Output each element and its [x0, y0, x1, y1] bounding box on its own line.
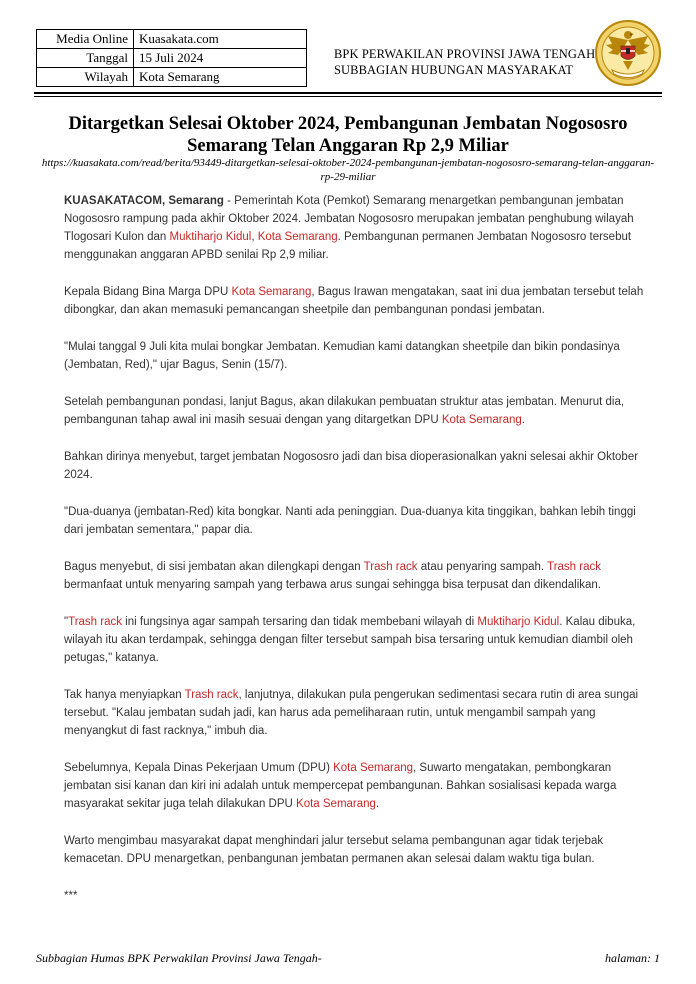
keyword-tag-link[interactable]: Muktiharjo Kidul — [477, 616, 560, 628]
article-paragraph — [64, 192, 644, 264]
keyword-tag-link[interactable]: Kota Semarang — [231, 286, 312, 298]
paragraph-text: Bahkan dirinya menyebut, target jembatan Nogososro jadi dan bisa dioperasionalkan yakni selesai akhir Oktober 2024. — [64, 451, 639, 481]
article-paragraph — [64, 759, 644, 813]
media-info-key: Wilayah — [37, 68, 134, 87]
paragraph-text: . — [375, 798, 380, 810]
media-info-value: 15 Juli 2024 — [134, 49, 307, 68]
footer-division: Subbagian Humas BPK Perwakilan Provinsi Jawa Tengah- — [36, 951, 322, 965]
paragraph-text: Kepala Bidang Bina Marga DPU — [64, 286, 232, 298]
paragraph-text: . Kalau dibuka, wilayah itu akan terdampak, sehingga dengan filter tersebut sampah bisa tersaring untuk kemudian diambil oleh petugas," katanya. — [64, 616, 636, 664]
keyword-tag-link[interactable]: Muktiharjo Kidul — [169, 231, 252, 243]
article-paragraph — [64, 448, 644, 484]
keyword-tag-link[interactable]: Kota Semarang — [257, 231, 338, 243]
article-paragraph — [64, 503, 644, 539]
article-paragraph — [64, 686, 644, 740]
article-paragraph — [64, 613, 644, 667]
paragraph-text: Sebelumnya, Kepala Dinas Pekerjaan Umum (DPU) — [64, 762, 334, 774]
paragraph-text: , — [251, 231, 258, 243]
media-info-key: Tanggal — [37, 49, 134, 68]
keyword-tag-link[interactable]: Trash rack — [363, 561, 418, 573]
article-body — [64, 192, 644, 924]
article-paragraph — [64, 283, 644, 319]
paragraph-text: bermanfaat untuk menyaring sampah yang terbawa arus sungai sehingga bisa terpusat dan dikendalikan. — [64, 579, 602, 591]
article-paragraph — [64, 393, 644, 429]
paragraph-text: Tak hanya menyiapkan — [64, 689, 185, 701]
keyword-tag-link[interactable]: Kota Semarang — [333, 762, 414, 774]
page-number: halaman: 1 — [605, 951, 660, 965]
article-end-marker: *** — [64, 890, 78, 902]
article-paragraph — [64, 338, 644, 374]
paragraph-text: Bagus menyebut, di sisi jembatan akan dilengkapi dengan — [64, 561, 364, 573]
article-paragraph — [64, 832, 644, 868]
paragraph-text: "Mulai tanggal 9 Juli kita mulai bongkar Jembatan. Kemudian kami datangkan sheetpile dan bikin pondasinya (Jembatan, Red)," ujar Bagus, Senin (15/7). — [64, 341, 620, 371]
media-info-row — [37, 49, 307, 68]
keyword-tag-link[interactable]: Kota Semarang — [441, 414, 522, 426]
dateline: KUASAKATACOM, Semarang — [64, 195, 224, 207]
paragraph-text: " — [64, 616, 69, 628]
media-info-key: Media Online — [37, 30, 134, 49]
paragraph-text: atau penyaring sampah. — [417, 561, 548, 573]
media-info-row — [37, 30, 307, 49]
paragraph-text: . — [521, 414, 525, 426]
keyword-tag-link[interactable]: Kota Semarang — [296, 798, 376, 810]
keyword-tag-link[interactable]: Trash rack — [184, 689, 239, 701]
agency-heading — [334, 46, 595, 78]
paragraph-text: Warto mengimbau masyarakat dapat menghindari jalur tersebut selama pembangunan agar tidak terjebak kemacetan. DPU menargetkan, penbangunan jembatan permanen akan selesai dalam waktu tiga bulan. — [64, 835, 604, 865]
paragraph-text: - Pemerintah Kota (Pemkot) Semarang menargetkan pembangunan jembatan Nogososro rampung pada akhir Oktober 2024. Jembatan Nogososro merupakan jembatan penghubung wilayah Tlogosari Kulon dan — [64, 195, 634, 243]
paragraph-text: , Suwarto mengatakan, pembongkaran jembatan sisi kanan dan kiri ini adalah untuk mempercepat pembangunan. Bahkan sosialisasi kepada warga masyarakat sekitar juga telah dilakukan DPU — [64, 762, 617, 810]
paragraph-text: ini fungsinya agar sampah tersaring dan tidak membebani wilayah di — [121, 616, 478, 628]
media-info-value: Kuasakata.com — [134, 30, 307, 49]
article-title: Ditargetkan Selesai Oktober 2024, Pembangunan Jembatan Nogososro Semarang Telan Anggaran Rp 2,9 Miliar — [68, 114, 628, 156]
header-divider-thick — [34, 92, 662, 94]
paragraph-text: . Pembangunan permanen Jembatan Nogososro tersebut menggunakan anggaran APBD senilai Rp 2,9 miliar. — [64, 231, 632, 261]
garuda-emblem-icon — [594, 18, 662, 88]
media-info-value: Kota Semarang — [134, 68, 307, 87]
paragraph-text: Setelah pembangunan pondasi, lanjut Bagus, akan dilakukan pembuatan struktur atas jembatan. Menurut dia, pembangunan tahap awal ini masih sesuai dengan yang ditargetkan DPU — [64, 396, 625, 426]
media-info-row — [37, 68, 307, 87]
agency-division: SUBBAGIAN HUBUNGAN MASYARAKAT — [334, 63, 574, 77]
paragraph-text: "Dua-duanya (jembatan-Red) kita bongkar. Nanti ada peninggian. Dua-duanya kita tinggikan, bahkan lebih tinggi dari jembatan sementara," papar dia. — [64, 506, 636, 536]
header-divider-thin — [34, 96, 662, 97]
agency-name: BPK PERWAKILAN PROVINSI JAWA TENGAH — [334, 47, 596, 61]
paragraph-text: , Bagus Irawan mengatakan, saat ini dua jembatan tersebut telah dibongkar, dan akan memasuki pemancangan sheetpile dan pembangunan pondasi jembatan. — [64, 286, 644, 316]
media-info-table — [36, 29, 307, 87]
paragraph-text: , lanjutnya, dilakukan pula pengerukan sedimentasi secara rutin di area sungai tersebut. "Kalau jembatan sudah jadi, kan harus ada pemeliharaan rutin, untuk mengambil sampah yang menyangkut di fast racknya," imbuh dia. — [64, 689, 639, 737]
keyword-tag-link[interactable]: Trash rack — [68, 616, 122, 628]
article-url: https://kuasakata.com/read/berita/93449-ditargetkan-selesai-oktober-2024-pembangunan-jembatan-nogososro-semarang-telan-anggaran-rp-29-miliar — [41, 157, 655, 183]
article-paragraph — [64, 558, 644, 594]
keyword-tag-link[interactable]: Trash rack — [547, 561, 601, 573]
